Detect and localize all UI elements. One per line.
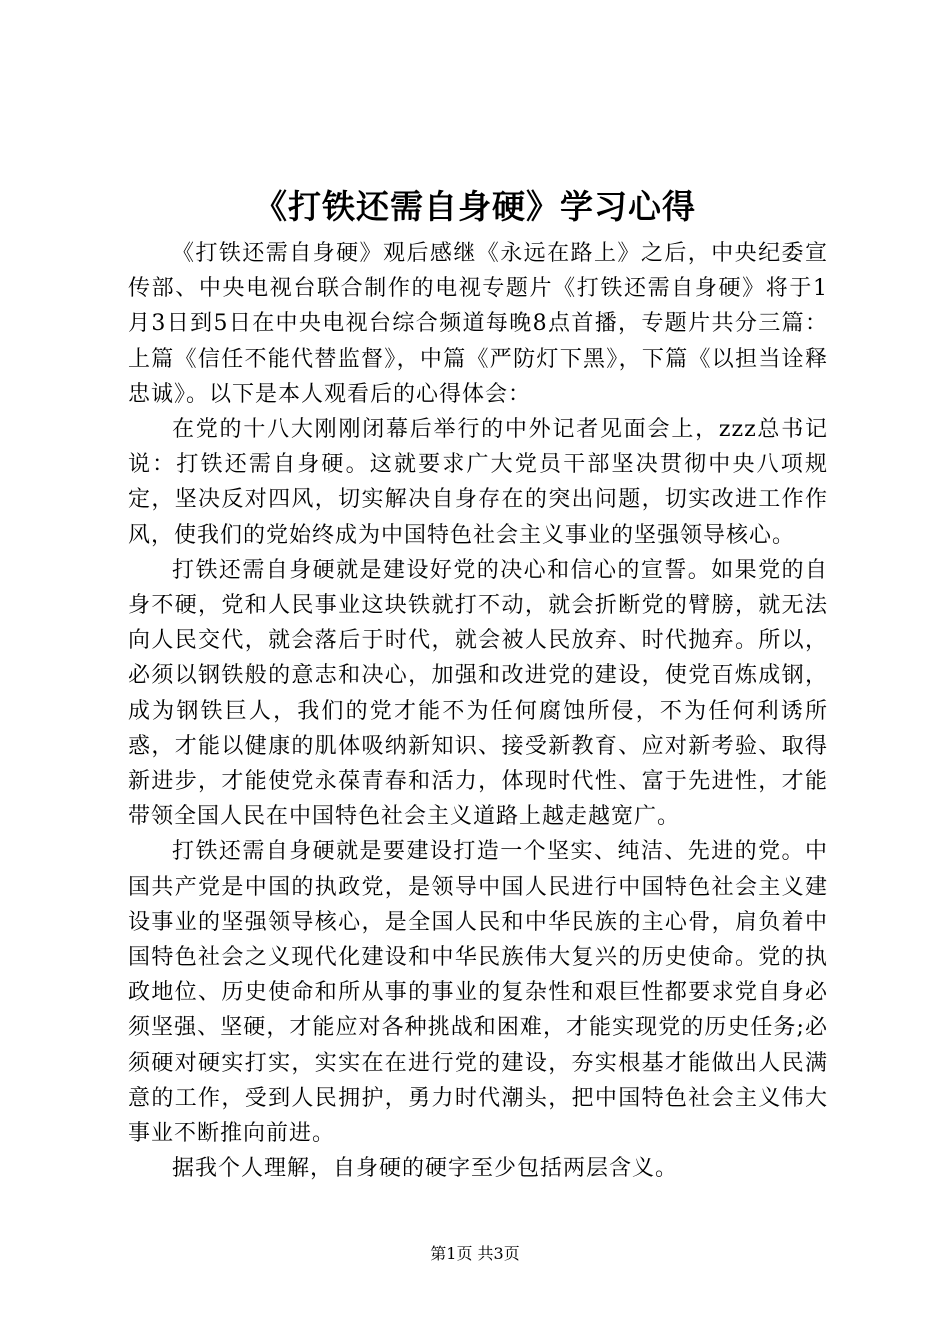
paragraph-resolve: 打铁还需自身硬就是建设好党的决心和信心的宣誓。如果党的自身不硬，党和人民事业这块铁就打不动，就会折断党的臂膀，就无法向人民交代，就会落后于时代，就会被人民放弃、时代抛弃。所以，必须以钢铁般的意志和决心，加强和改进党的建设，使党百炼成钢，成为钢铁巨人，我们的党才能不为任何腐蚀所侵，不为任何利诱所惑，才能以健康的肌体吸纳新知识、接受新教育、应对新考验、取得新进步，才能使党永葆青春和活力，体现时代性、富于先进性，才能带领全国人民在中国特色社会主义道路上越走越宽广。 — [128, 557, 828, 830]
paragraph-intro: 《打铁还需自身硬》观后感继《永远在路上》之后，中央纪委宣传部、中央电视台联合制作的电视专题片《打铁还需自身硬》将于1月3日到5日在中央电视台综合频道每晚8点首播，专题片共分三篇：上篇《信任不能代替监督》，中篇《严防灯下黑》，下篇《以担当诠释忠诚》。以下是本人观看后的心得体会： — [128, 241, 828, 407]
page-title: 《打铁还需自身硬》学习心得 — [254, 187, 696, 226]
page-footer: 第1页 共3页 — [430, 1244, 520, 1263]
paragraph-press-conference: 在党的十八大刚刚闭幕后举行的中外记者见面会上，zzz总书记说：打铁还需自身硬。这就要求广大党员干部坚决贯彻中央八项规定，坚决反对四风，切实解决自身存在的突出问题，切实改进工作作风，使我们的党始终成为中国特色社会主义事业的坚强领导核心。 — [128, 417, 828, 548]
paragraph-party-building: 打铁还需自身硬就是要建设打造一个坚实、纯洁、先进的党。中国共产党是中国的执政党，是领导中国人民进行中国特色社会主义建设事业的坚强领导核心，是全国人民和中华民族的主心骨，肩负着中国特色社会之义现代化建设和中华民族伟大复兴的历史使命。党的执政地位、历史使命和所从事的事业的复杂性和艰巨性都要求党自身必须坚强、坚硬，才能应对各种挑战和困难，才能实现党的历史任务;必须硬对硬实打实，实实在在进行党的建设，夯实根基才能做出人民满意的工作，受到人民拥护，勇力时代潮头，把中国特色社会主义伟大事业不断推向前进。 — [128, 839, 828, 1147]
paragraph-understanding: 据我个人理解，自身硬的硬字至少包括两层含义。 — [172, 1156, 679, 1182]
document-body — [128, 236, 828, 1186]
